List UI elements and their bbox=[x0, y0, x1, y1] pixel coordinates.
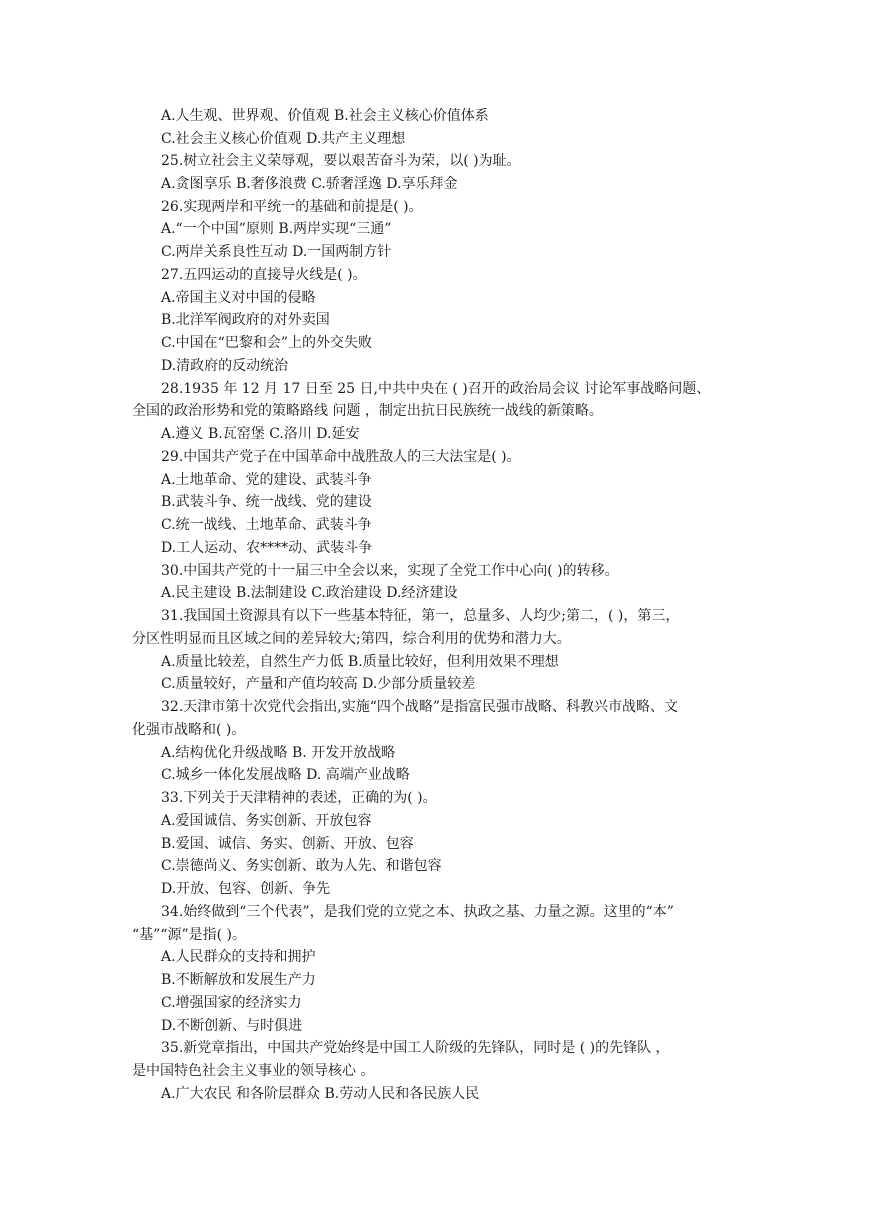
text-line: A.人生观、世界观、价值观 B.社会主义核心价值体系 bbox=[161, 108, 489, 124]
text-line: 全国的政治形势和党的策略路线 问题 ，制定出抗日民族统一战线的新策略。 bbox=[132, 403, 603, 419]
text-line: 31.我国国土资源具有以下一些基本特征，第一，总量多、人均少;第二，( )，第三， bbox=[161, 608, 680, 624]
text-line: 是中国特色社会主义事业的领导核心 。 bbox=[132, 1063, 375, 1079]
text-line: C.中国在“巴黎和会”上的外交失败 bbox=[161, 335, 372, 351]
text-line: D.不断创新、与时俱进 bbox=[161, 1018, 303, 1034]
text-line: A.帝国主义对中国的侵略 bbox=[161, 290, 316, 306]
text-line: 30.中国共产党的十一届三中全会以来，实现了全党工作中心向( )的转移。 bbox=[161, 563, 619, 579]
text-line: 28.1935 年 12 月 17 日至 25 日,中共中央在 ( )召开的政治局会议 讨论军事战略问题、 bbox=[161, 381, 711, 397]
text-line: A.爱国诚信、务实创新、开放包容 bbox=[161, 813, 372, 829]
text-line: D.工人运动、农****动、武装斗争 bbox=[161, 540, 373, 556]
text-line: 33.下列关于天津精神的表述，正确的为( )。 bbox=[161, 790, 437, 806]
text-line: A.贪图享乐 B.奢侈浪费 C.骄奢淫逸 D.享乐拜金 bbox=[161, 176, 458, 192]
text-line: C.统一战线、土地革命、武装斗争 bbox=[161, 517, 372, 533]
text-line: 分区性明显而且区域之间的差异较大;第四，综合利用的优势和潜力大。 bbox=[132, 631, 571, 647]
text-line: 化强市战略和( )。 bbox=[132, 722, 246, 738]
text-line: 26.实现两岸和平统一的基础和前提是( )。 bbox=[161, 199, 423, 215]
text-line: C.社会主义核心价值观 D.共产主义理想 bbox=[161, 131, 406, 147]
text-line: C.两岸关系良性互动 D.一国两制方针 bbox=[161, 244, 392, 260]
text-line: A.广大农民 和各阶层群众 B.劳动人民和各民族人民 bbox=[161, 1086, 480, 1102]
text-line: A.遵义 B.瓦窑堡 C.洛川 D.延安 bbox=[161, 426, 360, 442]
text-line: A.“一个中国”原则 B.两岸实现“三通” bbox=[161, 221, 392, 237]
text-line: B.不断解放和发展生产力 bbox=[161, 972, 316, 988]
text-line: B.武装斗争、统一战线、党的建设 bbox=[161, 494, 372, 510]
text-line: C.城乡一体化发展战略 D. 高端产业战略 bbox=[161, 767, 410, 783]
text-line: C.增强国家的经济实力 bbox=[161, 995, 302, 1011]
text-line: D.清政府的反动统治 bbox=[161, 358, 289, 374]
text-line: 35.新党章指出，中国共产党始终是中国工人阶级的先锋队，同时是 ( )的先锋队 ， bbox=[161, 1040, 670, 1056]
text-line: 34.始终做到“三个代表”，是我们党的立党之本、执政之基、力量之源。这里的“本” bbox=[161, 904, 674, 920]
text-line: A.人民群众的支持和拥护 bbox=[161, 949, 316, 965]
text-line: A.土地革命、党的建设、武装斗争 bbox=[161, 472, 372, 488]
text-line: “基”“源”是指( )。 bbox=[132, 927, 247, 943]
text-line: B.爱国、诚信、务实、创新、开放、包容 bbox=[161, 836, 414, 852]
text-line: 27.五四运动的直接导火线是( )。 bbox=[161, 267, 367, 283]
text-line: 29.中国共产党子在中国革命中战胜敌人的三大法宝是( )。 bbox=[161, 449, 521, 465]
text-line: A.民主建设 B.法制建设 C.政治建设 D.经济建设 bbox=[161, 585, 458, 601]
text-line: C.质量较好，产量和产值均较高 D.少部分质量较差 bbox=[161, 676, 476, 692]
text-line: A.结构优化升级战略 B. 开发开放战略 bbox=[161, 745, 396, 761]
text-line: B.北洋军阀政府的对外卖国 bbox=[161, 312, 330, 328]
text-line: D.开放、包容、创新、争先 bbox=[161, 881, 331, 897]
text-line: 25.树立社会主义荣辱观，要以艰苦奋斗为荣，以( )为耻。 bbox=[161, 153, 521, 169]
text-line: 32.天津市第十次党代会指出,实施“四个战略”是指富民强市战略、科教兴市战略、文 bbox=[161, 699, 679, 715]
text-line: A.质量比较差，自然生产力低 B.质量比较好，但利用效果不理想 bbox=[161, 654, 559, 670]
text-line: C.崇德尚义、务实创新、敢为人先、和谐包容 bbox=[161, 858, 442, 874]
